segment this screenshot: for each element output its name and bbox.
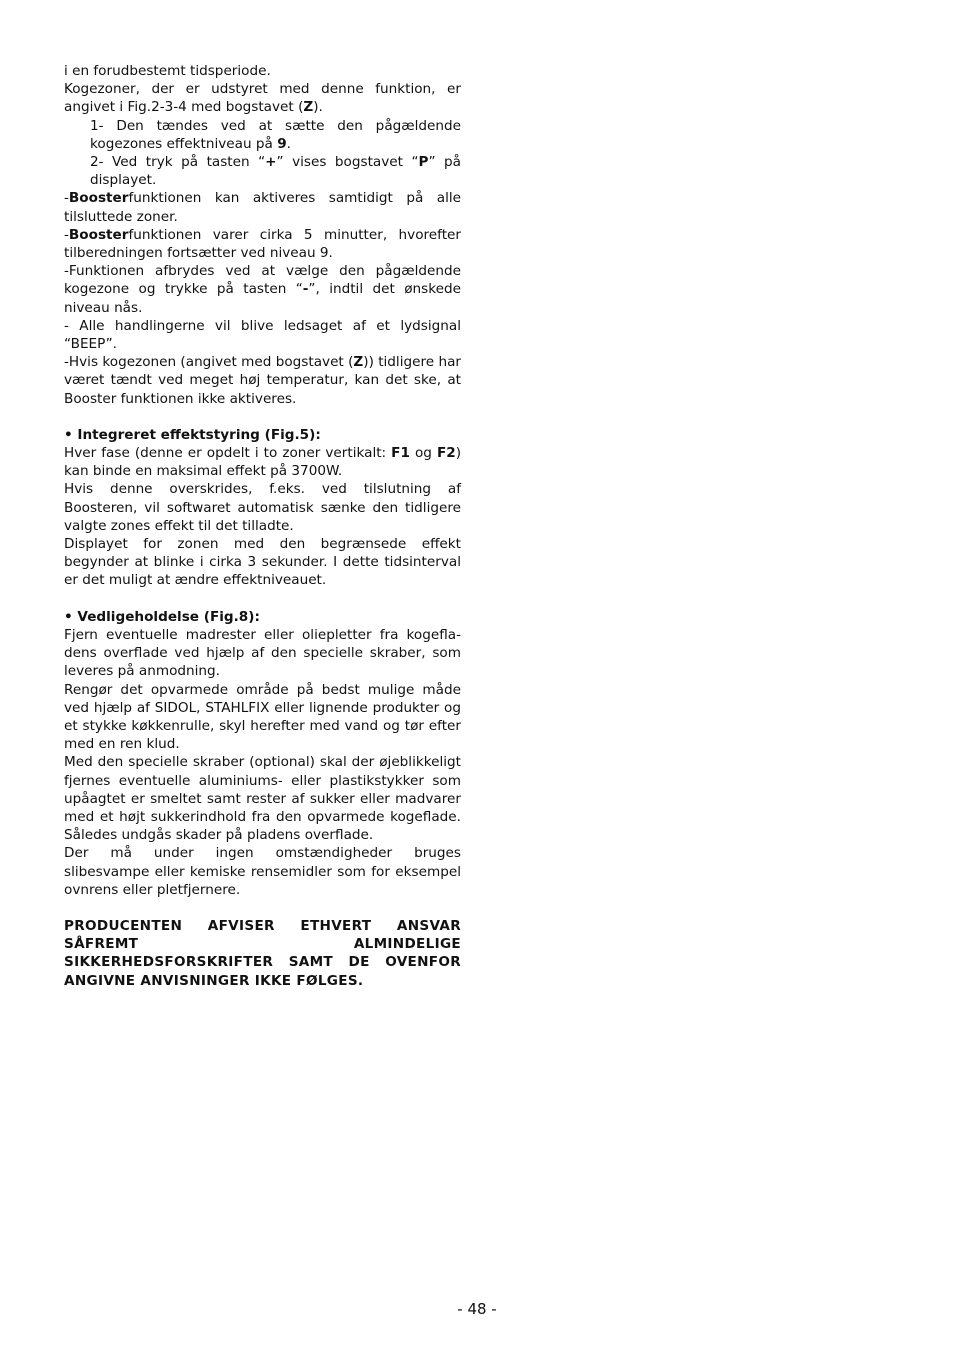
text: 2- Ved tryk på tasten “ <box>90 154 266 171</box>
paragraph: Displayet for zonen med den begrænsede effekt begynder at blinke i cirka 3 sekunder. I dette tidsinterval er det muligt at ændre effektniveauet. <box>64 536 461 589</box>
text: . <box>286 135 291 152</box>
text: - Alle handlingerne vil blive ledsaget af et lydsignal “BEEP”. <box>64 317 461 353</box>
text: og <box>409 445 437 462</box>
paragraph <box>64 262 461 317</box>
bold-text: P <box>418 154 429 171</box>
paragraph <box>64 189 461 225</box>
paragraph: Der må under ingen omstændigheder bruges slibesvampe eller kemiske rensemidler som for eksempel ovnrens eller pletfjernere. <box>64 845 461 898</box>
paragraph <box>64 444 461 480</box>
section-heading: • Vedligeholdelse (Fig.8): <box>64 608 260 625</box>
bold-text: F2 <box>436 445 456 462</box>
text: )) tidligere har været tændt ved meget høj temperatur, kan det ske, at Booster funktionen ikke aktiveres. <box>64 354 461 407</box>
warning-notice: PRODUCENTEN AFVISER ETHVERT ANSVAR SÅFREMT ALMINDELIGE SIKKERHEDSFORSKRIFTER SAMT DE OVENFOR ANGIVNE ANVISNINGER IKKE FØLGES. <box>64 917 461 989</box>
text: ” på displayet. <box>90 154 461 189</box>
text: funktionen varer cirka 5 minutter, hvorefter tilberedningen fortsætter ved niveau 9. <box>64 226 461 262</box>
text-column <box>64 62 461 990</box>
bold-text: Z <box>353 354 364 371</box>
paragraph: Fjern eventuelle madrester eller oliepletter fra kogefla-dens overflade ved hjælp af den specielle skraber, som leveres på anmodning. <box>64 626 461 680</box>
text: Hver fase (denne er opdelt i to zoner vertikalt: <box>64 445 392 462</box>
bold-text: F1 <box>391 445 410 462</box>
text: - <box>64 226 69 243</box>
paragraph <box>64 62 461 80</box>
bold-text: Booster <box>68 226 129 243</box>
paragraph <box>64 226 461 262</box>
section-heading: • Integreret effektstyring (Fig.5): <box>64 426 321 443</box>
paragraph: Rengør det opvarmede område på bedst mulige måde ved hjælp af SIDOL, STAHLFIX eller lignende produkter og et stykke køkkenrulle, skyl herefter med vand og tør efter med en ren klud. <box>64 681 461 753</box>
text: i en forudbestemt tidsperiode. <box>64 63 271 79</box>
text: -Hvis kogezonen (angivet med bogstavet ( <box>64 354 354 371</box>
bold-text: - <box>302 281 309 298</box>
text: Kogezoner, der er udstyret med denne funktion, er angivet i Fig.2-3-4 med bogstavet ( <box>64 81 461 116</box>
text: ”, indtil det ønskede niveau nås. <box>64 281 461 316</box>
bold-text: 9 <box>277 135 287 152</box>
paragraph <box>64 317 461 353</box>
paragraph: Hvis denne overskrides, f.eks. ved tilslutning af Boosteren, vil softwaret automatisk sænke den tidligere valgte zones effekt til det tilladte. <box>64 481 461 534</box>
bold-text: Booster <box>68 190 129 207</box>
paragraph: Med den specielle skraber (optional) skal der øjeblikkeligt fjernes eventuelle aluminiums- eller plastikstykker som upåagtet er smeltet samt rester af sukker eller madvarer med et højt sukkerindhold fra den opvarmede kogeflade. Således undgås skader på pladens overflade. <box>64 754 461 844</box>
text: - <box>64 190 69 207</box>
text: ). <box>313 99 323 116</box>
text: funktionen kan aktiveres samtidigt på alle tilsluttede zoner. <box>64 190 461 225</box>
page-number: - 48 - <box>457 1300 497 1318</box>
text: 1- Den tændes ved at sætte den pågældende kogezones effektniveau på <box>90 117 461 152</box>
step-1 <box>64 117 461 153</box>
paragraph <box>64 80 461 116</box>
text: ) kan binde en maksimal effekt på 3700W. <box>64 445 461 480</box>
bold-text: + <box>265 154 277 171</box>
paragraph <box>64 353 461 408</box>
bold-text: Z <box>303 99 314 116</box>
text: -Funktionen afbrydes ved at vælge den pågældende kogezone og trykke på tasten “ <box>64 263 461 298</box>
text: ” vises bogstavet “ <box>276 154 419 171</box>
step-2 <box>64 153 461 189</box>
